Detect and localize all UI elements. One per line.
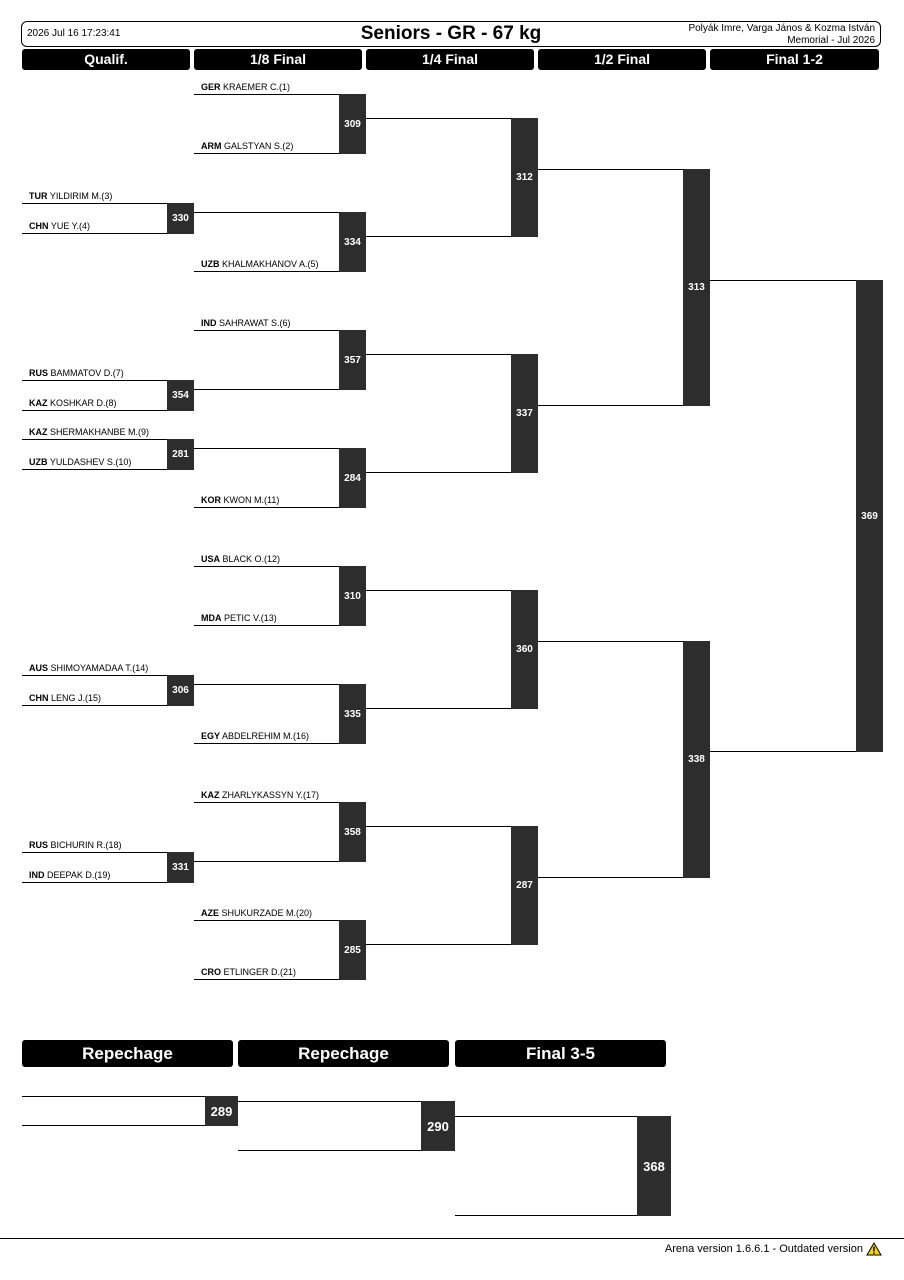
bracket-line	[22, 439, 167, 440]
page-title: Seniors - GR - 67 kg	[360, 23, 542, 44]
bracket-line	[366, 118, 511, 119]
bracket-line	[194, 861, 339, 862]
wrestler-country: USA	[201, 554, 221, 564]
wrestler-country: UZB	[201, 259, 220, 269]
round-header-repechage-1: Repechage	[22, 1040, 233, 1067]
round-header-repechage-2: Repechage	[238, 1040, 449, 1067]
wrestler-country: KAZ	[201, 790, 220, 800]
bracket-line	[22, 882, 167, 883]
wrestler-entry[interactable]	[201, 908, 312, 919]
wrestler-country: KOR	[201, 495, 221, 505]
bout-box[interactable]: 335	[339, 684, 366, 744]
bracket-line	[455, 1116, 637, 1117]
bracket-line	[710, 280, 856, 281]
event-name-line2: Memorial - Jul 2026	[787, 35, 875, 46]
round-header-eighth: 1/8 Final	[194, 49, 362, 70]
bout-box[interactable]: 281	[167, 439, 194, 470]
bracket-line	[455, 1215, 637, 1216]
bracket-line	[538, 877, 683, 878]
header	[21, 21, 881, 47]
round-header-semi: 1/2 Final	[538, 49, 706, 70]
wrestler-country: IND	[29, 870, 45, 880]
wrestler-country: IND	[201, 318, 217, 328]
bout-box[interactable]: 354	[167, 380, 194, 411]
wrestler-entry[interactable]	[201, 967, 296, 978]
round-header-qualif: Qualif.	[22, 49, 190, 70]
bracket-line	[22, 380, 167, 381]
bronze-bout-box[interactable]: 368	[637, 1116, 671, 1216]
wrestler-name: BICHURIN R.(18)	[50, 840, 122, 850]
event-name	[688, 23, 875, 47]
bracket-line	[366, 826, 511, 827]
bracket-line	[366, 944, 511, 945]
bracket-line	[194, 743, 339, 744]
wrestler-entry[interactable]	[201, 790, 319, 801]
bracket-line	[366, 472, 511, 473]
wrestler-name: KWON M.(11)	[223, 495, 280, 505]
bracket-line	[194, 920, 339, 921]
bracket-line	[22, 1096, 205, 1097]
wrestler-name: GALSTYAN S.(2)	[224, 141, 294, 151]
wrestler-country: EGY	[201, 731, 221, 741]
bracket-line	[22, 852, 167, 853]
bout-box[interactable]: 330	[167, 203, 194, 234]
bout-box[interactable]: 306	[167, 675, 194, 706]
bout-box[interactable]: 331	[167, 852, 194, 883]
wrestler-name: YILDIRIM M.(3)	[49, 191, 113, 201]
wrestler-country: RUS	[29, 368, 49, 378]
wrestler-country: GER	[201, 82, 221, 92]
bracket-line	[194, 802, 339, 803]
footer	[665, 1242, 882, 1256]
wrestler-entry[interactable]	[201, 318, 291, 329]
warning-icon	[866, 1242, 882, 1256]
wrestler-name: DEEPAK D.(19)	[47, 870, 111, 880]
wrestler-country: AZE	[201, 908, 219, 918]
wrestler-country: TUR	[29, 191, 48, 201]
bout-box[interactable]: 313	[683, 169, 710, 406]
bracket-line	[238, 1150, 421, 1151]
wrestler-entry[interactable]	[29, 457, 131, 468]
wrestler-entry[interactable]	[29, 427, 149, 438]
round-header-final: Final 1-2	[710, 49, 879, 70]
wrestler-name: LENG J.(15)	[51, 693, 102, 703]
bracket-line	[194, 625, 339, 626]
footer-divider	[0, 1238, 904, 1239]
wrestler-name: SHUKURZADE M.(20)	[221, 908, 313, 918]
bracket-line	[22, 1125, 205, 1126]
bout-box[interactable]: 338	[683, 641, 710, 878]
wrestler-country: CHN	[29, 221, 49, 231]
wrestler-name: SHERMAKHANBE M.(9)	[50, 427, 150, 437]
wrestler-entry[interactable]	[29, 221, 90, 232]
bracket-line	[194, 448, 339, 449]
wrestler-entry[interactable]	[29, 663, 148, 674]
wrestler-entry[interactable]	[201, 731, 309, 742]
wrestler-country: ARM	[201, 141, 222, 151]
wrestler-entry[interactable]	[201, 82, 290, 93]
repechage-bout-box[interactable]: 289	[205, 1096, 238, 1126]
bracket-line	[22, 469, 167, 470]
wrestler-name: YUE Y.(4)	[50, 221, 91, 231]
bout-box[interactable]: 360	[511, 590, 538, 709]
wrestler-entry[interactable]	[29, 840, 122, 851]
wrestler-entry[interactable]	[201, 554, 280, 565]
bracket-line	[194, 330, 339, 331]
version-text: Arena version 1.6.6.1 - Outdated version	[664, 1243, 863, 1255]
wrestler-country: AUS	[29, 663, 49, 673]
wrestler-name: KOSHKAR D.(8)	[50, 398, 117, 408]
bracket-line	[538, 405, 683, 406]
wrestler-country: KAZ	[29, 427, 48, 437]
bracket-line	[22, 233, 167, 234]
wrestler-country: KAZ	[29, 398, 48, 408]
bout-box[interactable]: 285	[339, 920, 366, 980]
wrestler-name: ZHARLYKASSYN Y.(17)	[222, 790, 320, 800]
wrestler-country: MDA	[201, 613, 222, 623]
wrestler-name: KHALMAKHANOV A.(5)	[222, 259, 319, 269]
wrestler-name: ETLINGER D.(21)	[223, 967, 297, 977]
wrestler-name: PETIC V.(13)	[224, 613, 277, 623]
repechage-bout-box[interactable]: 290	[421, 1101, 455, 1151]
wrestler-entry[interactable]	[29, 398, 117, 409]
wrestler-name: SHIMOYAMADAA T.(14)	[50, 663, 149, 673]
bracket-line	[194, 566, 339, 567]
wrestler-entry[interactable]	[201, 613, 277, 624]
bracket-line	[194, 153, 339, 154]
bout-box[interactable]: 310	[339, 566, 366, 626]
wrestler-name: SAHRAWAT S.(6)	[219, 318, 291, 328]
bracket-line	[538, 169, 683, 170]
bout-box[interactable]: 309	[339, 94, 366, 154]
bout-box[interactable]: 287	[511, 826, 538, 945]
wrestler-entry[interactable]	[29, 368, 124, 379]
bracket-line	[194, 684, 339, 685]
bracket-line	[538, 641, 683, 642]
final-bout-box[interactable]: 369	[856, 280, 883, 752]
wrestler-name: ABDELREHIM M.(16)	[222, 731, 310, 741]
wrestler-entry[interactable]	[201, 495, 279, 506]
bracket-line	[22, 705, 167, 706]
wrestler-entry[interactable]	[29, 870, 110, 881]
bracket-line	[194, 979, 339, 980]
wrestler-entry[interactable]	[201, 141, 293, 152]
wrestler-name: YULDASHEV S.(10)	[49, 457, 132, 467]
wrestler-entry[interactable]	[201, 259, 319, 270]
bracket-line	[366, 236, 511, 237]
bout-box[interactable]: 312	[511, 118, 538, 237]
wrestler-country: RUS	[29, 840, 49, 850]
wrestler-country: CHN	[29, 693, 49, 703]
bracket-line	[194, 94, 339, 95]
wrestler-name: KRAEMER C.(1)	[223, 82, 291, 92]
bracket-line	[366, 708, 511, 709]
bracket-line	[22, 410, 167, 411]
wrestler-name: BAMMATOV D.(7)	[50, 368, 124, 378]
bracket-line	[22, 675, 167, 676]
bracket-line	[194, 271, 339, 272]
bout-box[interactable]: 334	[339, 212, 366, 272]
bracket-line	[22, 203, 167, 204]
bracket-line	[366, 590, 511, 591]
wrestler-entry[interactable]	[29, 693, 101, 704]
bracket-line	[194, 389, 339, 390]
bout-box[interactable]: 337	[511, 354, 538, 473]
bracket-line	[366, 354, 511, 355]
print-datetime: 2026 Jul 16 17:23:41	[27, 28, 121, 39]
bout-box[interactable]: 284	[339, 448, 366, 508]
wrestler-entry[interactable]	[29, 191, 112, 202]
wrestler-country: CRO	[201, 967, 221, 977]
event-name-line1: Polyák Imre, Varga János & Kozma István	[688, 23, 875, 34]
wrestler-name: BLACK O.(12)	[222, 554, 281, 564]
bout-box[interactable]: 358	[339, 802, 366, 862]
round-header-quarter: 1/4 Final	[366, 49, 534, 70]
bracket-line	[238, 1101, 421, 1102]
bracket-line	[194, 212, 339, 213]
wrestler-country: UZB	[29, 457, 48, 467]
bracket-line	[710, 751, 856, 752]
bout-box[interactable]: 357	[339, 330, 366, 390]
bracket-line	[194, 507, 339, 508]
round-header-bronze-final: Final 3-5	[455, 1040, 666, 1067]
